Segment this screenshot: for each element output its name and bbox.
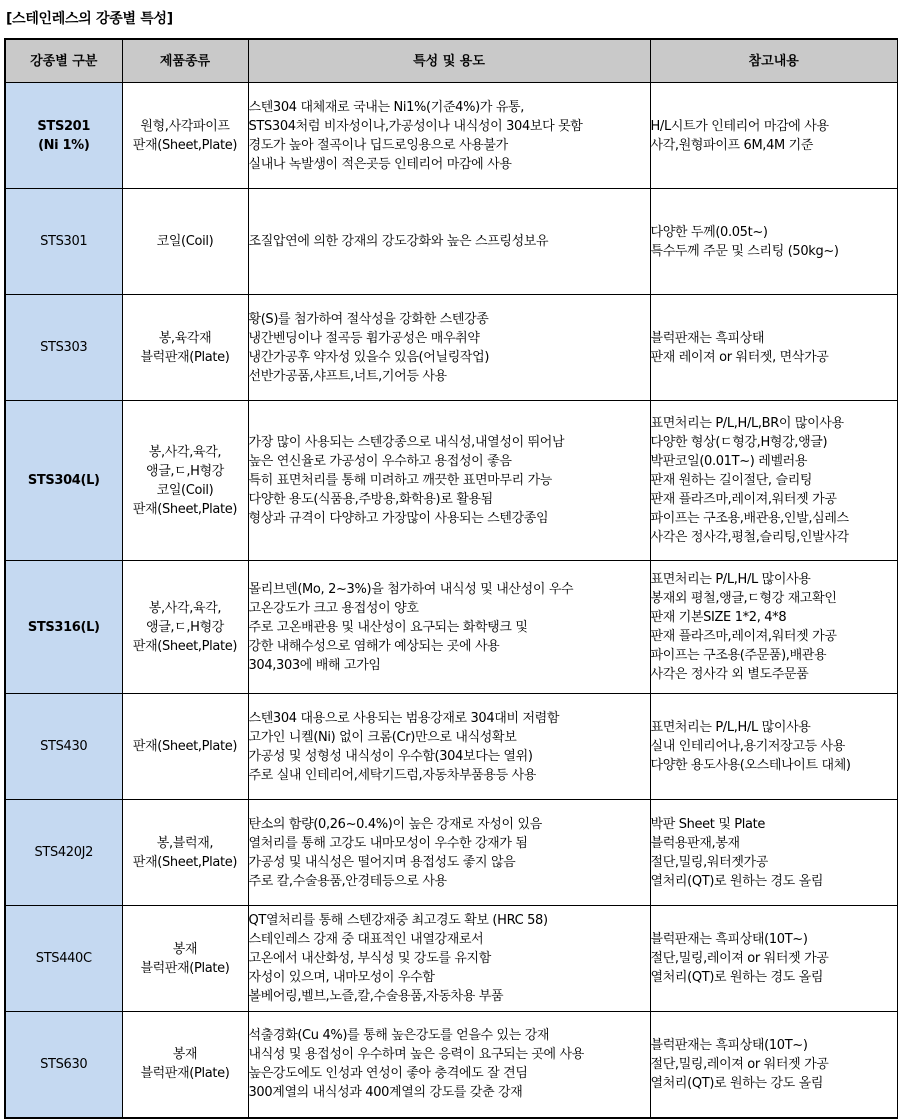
reference-line: 박판 Sheet 및 Plate (650, 816, 766, 832)
description-line: 스텐304 대용으로 사용되는 범용강재로 304대비 저렴함 (248, 710, 560, 726)
grade-line: STS440C (35, 951, 92, 966)
product-line: 봉,블럭재, (156, 835, 214, 851)
reference-line: 다양한 형상(ㄷ형강,H형강,앵글) (650, 435, 828, 450)
reference-line: 열처리(QT)로 원하는 강도 올림 (650, 1075, 824, 1091)
reference-line: 사각은 정사각,평철,슬리팅,인발사각 (650, 530, 849, 545)
description-line: 높은강도에도 인성과 연성이 좋아 충격에도 잘 견딤 (248, 1066, 528, 1082)
description-line: 높은 연신율로 가공성이 우수하고 용접성이 좋음 (248, 454, 512, 469)
product-line: 판재(Sheet,Plate) (132, 137, 238, 153)
reference-line: 블럭판재는 흑피상태(10T~) (650, 932, 808, 947)
table-row (5, 906, 898, 1012)
product-line: 블럭판재(Plate) (140, 960, 230, 976)
product-cell (122, 906, 248, 1012)
grade-line: STS304(L) (27, 473, 100, 488)
table-row (5, 561, 898, 694)
description-cell (248, 561, 650, 694)
description-line: 열처리를 통해 고강도 내마모성이 우수한 강재가 됨 (248, 835, 528, 851)
reference-cell (650, 1012, 898, 1118)
description-line: 고온에서 내산화성, 부식성 및 강도를 유지함 (248, 951, 491, 966)
reference-line: 절단,밀링,레이져 or 워터젯 가공 (650, 951, 829, 966)
reference-line: 특수두께 주문 및 스리팅 (50kg~) (650, 243, 839, 259)
reference-line: 판재 플라즈마,레이져,워터젯 가공 (650, 629, 837, 644)
grade-line: STS430 (40, 739, 88, 754)
description-line: 자성이 있으며, 내마모성이 우수함 (248, 970, 435, 985)
grade-line: STS316(L) (27, 619, 100, 635)
product-line: 코일(Coil) (156, 234, 214, 249)
reference-line: 다양한 용도사용(오스테나이트 대체) (650, 758, 851, 773)
description-line: 형상과 규격이 다양하고 가장많이 사용되는 스텐강종임 (248, 511, 549, 526)
grade-line: STS420J2 (34, 845, 94, 860)
reference-line: 절단,밀링,레이져 or 워터젯 가공 (650, 1056, 829, 1072)
product-line: 판재(Sheet,Plate) (132, 501, 238, 517)
table-row (5, 401, 898, 561)
description-line: 가공성 및 성형성 내식성이 우수함(304보다는 열위) (248, 748, 533, 764)
description-line: 다양한 용도(식품용,주방용,화학용)로 활용됨 (248, 492, 493, 507)
description-line: 스텐304 대체재로 국내는 Ni1%(기준4%)가 유통, (248, 99, 525, 115)
description-line: 조질압연에 의한 강재의 강도강화와 높은 스프링성보유 (248, 234, 549, 249)
reference-line: 판재 기본SIZE 1*2, 4*8 (650, 610, 787, 625)
table-row (5, 1012, 898, 1118)
grade-cell (5, 906, 122, 1012)
reference-cell (650, 906, 898, 1012)
grade-cell (5, 189, 122, 295)
reference-line: 표면처리는 P/L,H/L,BR이 많이사용 (650, 416, 844, 431)
product-cell (122, 561, 248, 694)
header-row (5, 39, 898, 83)
product-cell (122, 800, 248, 906)
reference-line: 실내 인테리어나,용기저장고등 사용 (650, 739, 845, 754)
stainless-spec-table (4, 38, 898, 1119)
reference-cell (650, 295, 898, 401)
grade-cell (5, 1012, 122, 1118)
reference-line: 판재 원하는 길이절단, 슬리팅 (650, 473, 813, 488)
description-line: 실내나 녹발생이 적은곳등 인테리어 마감에 사용 (248, 156, 512, 172)
description-line: 주로 실내 인테리어,세탁기드럼,자동차부품용등 사용 (248, 767, 536, 783)
reference-line: H/L시트가 인테리어 마감에 사용 (650, 118, 829, 134)
header-description: 특성 및 용도 (248, 39, 650, 83)
reference-line: 사각은 정사각 외 별도주문품 (650, 667, 809, 682)
product-cell (122, 189, 248, 295)
product-line: 블럭판재(Plate) (140, 349, 230, 365)
description-line: 황(S)를 첨가하여 절삭성을 강화한 스텐강종 (248, 311, 489, 327)
grade-cell (5, 694, 122, 800)
header-grade: 강종별 구분 (5, 39, 122, 83)
description-line: 석출경화(Cu 4%)를 통해 높은강도를 얻을수 있는 강재 (248, 1028, 550, 1044)
description-cell (248, 401, 650, 561)
reference-line: 박판코일(0.01T~) 레벨러용 (650, 454, 808, 469)
product-line: 앵글,ㄷ,H형강 (145, 463, 225, 479)
grade-cell (5, 83, 122, 189)
description-line: 볼베어링,벨브,노즐,칼,수술용품,자동차용 부품 (248, 989, 504, 1004)
page-title: [스테인레스의 강종별 특성] (6, 11, 173, 27)
product-cell (122, 83, 248, 189)
table-row (5, 189, 898, 295)
description-cell (248, 83, 650, 189)
description-line: 특히 표면처리를 통해 미려하고 깨끗한 표면마무리 가능 (248, 473, 552, 488)
description-cell (248, 189, 650, 295)
reference-line: 판재 플라즈마,레이져,워터젯 가공 (650, 492, 837, 507)
grade-line: STS201 (37, 118, 91, 134)
reference-line: 봉재외 평철,앵글,ㄷ형강 재고확인 (650, 591, 837, 606)
reference-cell (650, 83, 898, 189)
description-line: 탄소의 함량(0,26~0.4%)이 높은 강재로 자성이 있음 (248, 816, 542, 832)
description-line: 주로 칼,수술용품,안경테등으로 사용 (248, 873, 447, 889)
product-line: 판재(Sheet,Plate) (132, 638, 238, 654)
header-reference: 참고내용 (650, 39, 898, 83)
reference-line: 절단,밀링,워터젯가공 (650, 854, 768, 870)
reference-line: 블럭판재는 흑피상태(10T~) (650, 1037, 808, 1053)
product-line: 판재(Sheet,Plate) (132, 854, 238, 870)
product-line: 원형,사각파이프 (140, 118, 230, 134)
description-line: 가장 많이 사용되는 스텐강종으로 내식성,내열성이 뛰어남 (248, 435, 565, 450)
description-cell (248, 906, 650, 1012)
reference-cell (650, 694, 898, 800)
description-line: 주로 고온배관용 및 내산성이 요구되는 화학탱크 및 (248, 619, 528, 635)
reference-cell (650, 189, 898, 295)
grade-line: (Ni 1%) (38, 137, 90, 153)
description-line: 선반가공품,샤프트,너트,기어등 사용 (248, 368, 447, 384)
reference-line: 표면처리는 P/L,H/L 많이사용 (650, 572, 811, 587)
product-cell (122, 401, 248, 561)
description-cell (248, 694, 650, 800)
reference-line: 다양한 두께(0.05t~) (650, 224, 768, 240)
table-row (5, 295, 898, 401)
grade-line: STS301 (40, 234, 88, 249)
reference-line: 파이프는 구조용,배관용,인발,심레스 (650, 511, 849, 526)
reference-cell (650, 401, 898, 561)
product-cell (122, 1012, 248, 1118)
product-line: 봉,사각,육각, (148, 444, 222, 460)
grade-cell (5, 295, 122, 401)
reference-line: 열처리(QT)로 원하는 경도 올림 (650, 873, 824, 889)
reference-line: 블럭판재는 흑피상태 (650, 330, 765, 346)
product-line: 앵글,ㄷ,H형강 (145, 619, 225, 635)
description-line: 경도가 높아 절곡이나 딥드로잉용으로 사용불가 (248, 137, 508, 153)
description-line: 내식성 및 용접성이 우수하며 높은 응력이 요구되는 곳에 사용 (248, 1047, 584, 1063)
table-row (5, 83, 898, 189)
description-line: 스테인레스 강재 중 대표적인 내열강재로서 (248, 932, 484, 947)
description-line: 냉간가공후 약자성 있을수 있음(어닐링작업) (248, 349, 490, 365)
table-row (5, 694, 898, 800)
description-line: 몰리브덴(Mo, 2~3%)을 첨가하여 내식성 및 내산성이 우수 (248, 581, 574, 597)
description-line: 냉간벤딩이나 절곡등 휨가공성은 매우취약 (248, 330, 480, 346)
product-line: 봉,육각재 (158, 330, 212, 346)
description-line: 고온강도가 크고 용접성이 양호 (248, 600, 419, 616)
reference-line: 사각,원형파이프 6M,4M 기준 (650, 137, 814, 153)
product-line: 블럭판재(Plate) (140, 1066, 230, 1082)
grade-cell (5, 401, 122, 561)
description-line: 고가인 니켈(Ni) 없이 크롬(Cr)만으로 내식성확보 (248, 729, 517, 745)
description-cell (248, 1012, 650, 1118)
description-line: 가공성 및 내식성은 떨어지며 용접성도 좋지 않음 (248, 854, 516, 870)
product-line: 봉,사각,육각, (148, 600, 222, 616)
reference-cell (650, 561, 898, 694)
description-line: 304,303에 배해 고가임 (248, 657, 381, 673)
reference-line: 판재 레이져 or 워터젯, 면삭가공 (650, 349, 829, 365)
reference-line: 열처리(QT)로 원하는 경도 올림 (650, 970, 824, 985)
description-cell (248, 800, 650, 906)
description-line: 300계열의 내식성과 400계열의 강도를 갖춘 강재 (248, 1085, 523, 1101)
product-line: 판재(Sheet,Plate) (132, 739, 238, 754)
product-cell (122, 295, 248, 401)
description-line: STS304처럼 비자성이나,가공성이나 내식성이 304보다 못함 (248, 118, 583, 134)
grade-line: STS303 (40, 340, 88, 355)
product-line: 봉재 (172, 1047, 198, 1063)
product-line: 코일(Coil) (156, 482, 214, 498)
description-line: 강한 내해수성으로 염해가 예상되는 곳에 사용 (248, 638, 500, 654)
grade-line: STS630 (40, 1056, 88, 1072)
grade-cell (5, 561, 122, 694)
description-line: QT열처리를 통해 스텐강재중 최고경도 확보 (HRC 58) (248, 913, 548, 928)
product-cell (122, 694, 248, 800)
table-row (5, 800, 898, 906)
reference-line: 파이프는 구조용(주문품),배관용 (650, 648, 827, 663)
description-cell (248, 295, 650, 401)
grade-cell (5, 800, 122, 906)
reference-line: 표면처리는 P/L,H/L 많이사용 (650, 720, 811, 735)
reference-cell (650, 800, 898, 906)
product-line: 봉재 (172, 941, 198, 957)
header-product: 제품종류 (122, 39, 248, 83)
reference-line: 블럭용판재,봉재 (650, 835, 740, 851)
